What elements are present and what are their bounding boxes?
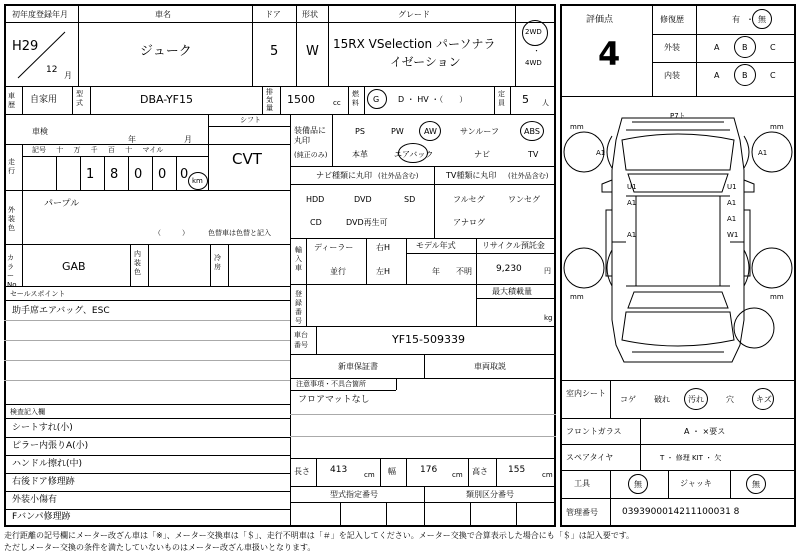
year-slash [10,30,70,80]
sales-value: 助手席エアバッグ、ESC [12,306,110,316]
max-load-label: 最大積載量 [492,287,532,296]
seat-scratch: キズ [756,395,772,404]
equip-sunroof: サンルーフ [460,127,499,136]
diagram-mm-tr: mm [770,123,784,131]
damage-mark-4: A1 [627,199,637,207]
grade-label: グレード [398,10,430,19]
jack-none: 無 [752,480,760,489]
model-year-label: モデル年式 [416,241,456,250]
exterior-c: C [770,43,776,52]
interior-b: B [742,71,748,80]
color-label: 外装色 [8,206,15,232]
exterior-label: 外装 [664,43,680,52]
mileage-km: km [192,177,203,185]
drive-dot: ・ [533,47,540,55]
color-paren: （ ） [154,229,189,237]
year-era: H29 [12,39,39,54]
damage-mark-3: U1 [627,183,637,191]
year-month: 12 [46,65,58,75]
mileage-digit-1: 1 [86,167,95,182]
interior-color-label: 内装色 [134,250,141,276]
mileage-digit-3: 0 [134,167,143,182]
nav-sd: SD [404,195,416,204]
inspection-month: 月 [184,135,192,144]
year-month-unit: 月 [64,71,72,80]
footer-line-1: 走行距離の記号欄にメーター改ざん車は「※」、メーター交換車は「＄」、走行不明車は「＃」を記入してください。メーター交換で合算表示した場合にも「＄」は記入要です。 [4,531,635,540]
damage-mark-2: A1 [758,149,768,157]
sales-label: セールスポイント [10,290,66,298]
equip-navi: ナビ [474,150,490,159]
color-value: パープル [44,199,80,209]
exterior-a: A [714,43,720,52]
width-value: 176 [420,465,438,475]
spare-label: スペアタイヤ [566,453,614,462]
fuel-label: 燃料 [352,90,359,107]
diagram-mm-br: mm [770,293,784,301]
inspection-year: 年 [128,135,136,144]
inspect-item-3: ハンドル擦れ(中) [12,459,83,469]
equip-aw: AW [424,127,437,136]
damage-mark-5: A1 [627,231,637,239]
tv-sub: (社外品含む) [508,172,549,180]
mileage-digit-4: 0 [158,167,167,182]
nav-dvd-play: DVD再生可 [346,218,388,227]
recycle-label: リサイクル預託金 [482,241,545,250]
spare-value: T ・ 修理 KIT ・ 欠 [660,454,722,462]
door-label: ドア [265,10,281,19]
shift-value: CVT [232,150,262,168]
import-label: 輸入車 [295,246,302,272]
score-label: 評価点 [586,15,614,25]
use-label: 車歴 [8,92,15,109]
mileage-label: 走行 [8,158,15,175]
equip-ps: PS [355,127,365,136]
max-load-unit: kg [544,314,553,322]
color-note: 色替車は色替と記入 [208,229,271,237]
equip-airbag: エアバック [394,150,434,159]
equip-tv: TV [528,150,539,159]
reg-label: 登録番号 [295,290,302,325]
tools-none: 無 [634,480,642,489]
interior-a: A [714,71,720,80]
nav-header: ナビ種類に丸印 [316,171,372,180]
fuel-rest: D ・ HV ・（ ） [398,95,468,104]
repair-dot: ・ [746,15,754,24]
length-unit: cm [364,471,375,479]
inspect-item-5: 外装小傷有 [12,495,58,505]
height-label: 高さ [472,467,488,476]
repair-yes: 有 [732,15,740,24]
grade-line2: イゼーション [390,55,461,69]
disp-label: 排気量 [266,88,273,112]
model-no-label: 型式指定番号 [330,490,378,499]
car-diagram [562,100,794,378]
seat-burn: コゲ [620,395,636,404]
jack-label: ジャッキ [680,479,712,488]
damage-mark-8: A1 [727,215,737,223]
import-parallel: 並行 [330,267,346,276]
body-shape: W [306,44,319,59]
recycle-unit: 円 [544,267,551,275]
color-code-label: カラーNo. [7,254,19,289]
repair-no: 無 [758,15,766,24]
shift-label: シフト [240,116,261,124]
seat-dirt: 汚れ [688,395,704,404]
shape-label: 形状 [302,10,318,19]
model-value: DBA-YF15 [140,93,194,106]
mileage-digit-5: 0 [180,167,189,182]
width-label: 幅 [388,467,396,476]
repair-label: 修復歴 [660,15,684,24]
drive-4wd: 4WD [525,59,542,67]
nav-cd: CD [310,218,322,227]
capacity-label: 定員 [498,90,505,107]
damage-mark-6: U1 [727,183,737,191]
glass-label: フロントガラス [566,427,622,436]
equip-label: 装備品に丸印 [294,126,326,145]
equip-sub: (純正のみ) [294,151,328,159]
damage-mark-7: A1 [727,199,737,207]
recycle-value: 9,230 [496,264,522,274]
glass-value: A ・ ×要ス [684,427,726,436]
diagram-mm-tl: mm [570,123,584,131]
footer-line-2: ただしメーター交換の条件を満たしていないものはメーター改ざん車扱いとなります。 [4,543,316,552]
inspect-item-6: Fバンパ修理跡 [12,512,71,522]
length-value: 413 [330,465,348,475]
grade-line1: 15RX VSelection パーソナラ [333,37,496,51]
use-value: 自家用 [30,95,58,105]
tv-one: ワンセグ [508,195,540,204]
inspect-item-1: シートすれ(小) [12,423,73,433]
exterior-b: B [742,43,748,52]
notes-label: 注意事項・不具合箇所 [296,380,366,388]
mgmt-label: 管理番号 [566,508,598,517]
seat-hole: 穴 [726,395,734,404]
nav-dvd: DVD [354,195,372,204]
capacity-value: 5 [522,93,529,106]
drive-2wd: 2WD [525,28,542,36]
tv-header: TV種類に丸印 [446,171,497,180]
aircon-label: 冷房 [214,254,221,271]
interior-label: 内装 [664,71,680,80]
class-no-label: 類別区分番号 [466,490,514,499]
import-lh: 左H [376,267,391,276]
height-value: 155 [508,465,526,475]
notes-value: フロアマットなし [298,395,370,405]
inspect-item-2: ピラー内張りA(小) [12,441,89,451]
damage-mark-1: A1 [596,149,606,157]
diagram-top-label: P7ト [670,112,686,120]
nav-hdd: HDD [306,195,325,204]
damage-mark-9: W1 [727,231,739,239]
height-unit: cm [542,471,553,479]
warranty-new: 新車保証書 [338,362,378,371]
year-label: 初年度登録年月 [12,10,68,19]
equip-pw: PW [391,127,404,136]
import-rh: 右H [376,243,391,252]
seat-tear: 破れ [654,395,670,404]
chassis-value: YF15-509339 [392,333,466,346]
interior-c: C [770,71,776,80]
capacity-unit: 人 [542,99,549,107]
chassis-label: 車台番号 [294,331,308,349]
disp-value: 1500 [287,93,315,106]
mileage-unit-header: 記号 十 万 千 百 十 マイル [32,146,164,154]
mileage-digit-2: 8 [110,167,119,182]
nav-sub: (社外品含む) [378,172,419,180]
score-value: 4 [598,35,621,73]
tv-analog: アナログ [453,218,485,227]
tools-label: 工具 [574,479,590,488]
model-year-value: 不明 [456,267,472,276]
inspect-label: 検査記入欄 [10,408,45,416]
car-name: ジューク [140,44,192,59]
fuel-g: G [373,95,380,104]
length-label: 長さ [294,467,310,476]
tv-full: フルセグ [453,195,485,204]
warranty-manual: 車両取説 [474,362,506,371]
door-count: 5 [270,44,279,59]
model-label: 型式 [76,90,83,107]
inspection-label: 車検 [32,127,48,136]
width-unit: cm [452,471,463,479]
diagram-mm-bl: mm [570,293,584,301]
color-code: GAB [62,260,86,273]
model-year-unit: 年 [432,267,440,276]
mgmt-value: 0393900014211100031 8 [622,507,740,517]
equip-abs: ABS [524,127,540,136]
seat-label: 室内シート [566,389,606,398]
inspect-item-4: 右後ドア修理跡 [12,477,75,487]
car-name-label: 車名 [155,10,171,19]
import-dealer: ディーラー [314,243,354,252]
disp-unit: cc [333,99,341,107]
equip-leather: 本革 [352,150,368,159]
